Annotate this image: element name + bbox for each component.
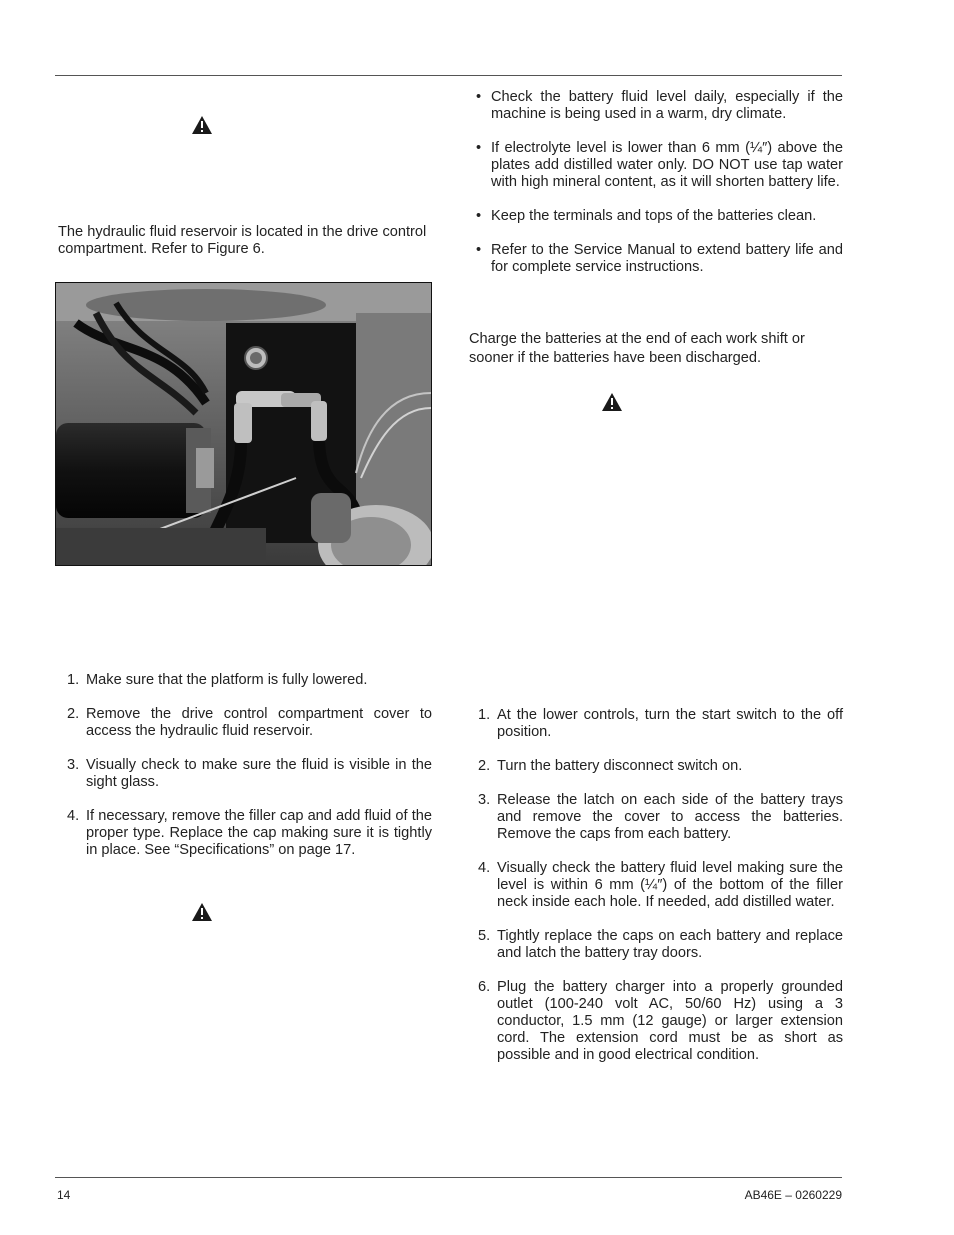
bullet-glyph: • xyxy=(476,89,482,105)
warning-icon xyxy=(191,115,213,135)
list-item xyxy=(468,758,843,775)
step-number: 6. xyxy=(478,979,491,995)
step-text: If necessary, remove the filler cap and add fluid of the proper type. Replace the cap making sure it is tightly in place. See “Specifications” on page 17. xyxy=(86,808,432,858)
bullet-glyph: • xyxy=(476,242,482,258)
step-number: 4. xyxy=(478,860,491,876)
step-number: 3. xyxy=(67,757,80,773)
list-item xyxy=(468,707,843,741)
list-item xyxy=(468,792,843,843)
reservoir-intro: The hydraulic fluid reservoir is located in the drive control compartment. Refer to Figure 6. xyxy=(58,224,427,257)
step-number: 2. xyxy=(67,706,80,722)
list-item xyxy=(57,757,432,791)
list-item xyxy=(469,242,843,276)
list-item xyxy=(57,706,432,740)
battery-charge-steps xyxy=(468,707,843,1081)
page-number: 14 xyxy=(57,1188,71,1202)
bullet-text: If electrolyte level is lower than 6 mm (¼″) above the plates add distilled water only. DO NOT use tap water with high mineral content, as it will shorten battery life. xyxy=(491,140,843,190)
step-text: Make sure that the platform is fully lowered. xyxy=(86,672,368,688)
step-text: Visually check to make sure the fluid is visible in the sight glass. xyxy=(86,757,432,790)
step-number: 5. xyxy=(478,928,491,944)
bullet-glyph: • xyxy=(476,208,482,224)
warning-icon xyxy=(601,392,623,412)
charge-text: Charge the batteries at the end of each work shift or sooner if the batteries have been discharged. xyxy=(469,331,805,366)
list-item xyxy=(469,89,843,123)
list-item xyxy=(469,140,843,191)
step-text: Turn the battery disconnect switch on. xyxy=(497,758,743,774)
step-number: 4. xyxy=(67,808,80,824)
document-code: AB46E – 0260229 xyxy=(744,1188,842,1202)
list-item xyxy=(57,672,432,689)
step-number: 1. xyxy=(478,707,491,723)
step-number: 3. xyxy=(478,792,491,808)
step-number: 1. xyxy=(67,672,80,688)
photo-illustration xyxy=(56,283,431,565)
battery-care-bullets xyxy=(469,89,843,293)
bullet-text: Keep the terminals and tops of the batteries clean. xyxy=(491,208,817,224)
list-item xyxy=(468,928,843,962)
bullet-glyph: • xyxy=(476,140,482,156)
bullet-text: Check the battery fluid level daily, especially if the machine is being used in a warm, dry climate. xyxy=(491,89,843,122)
header-rule xyxy=(55,75,842,76)
list-item xyxy=(468,860,843,911)
step-text: Tightly replace the caps on each battery and replace and latch the battery tray doors. xyxy=(497,928,843,961)
step-number: 2. xyxy=(478,758,491,774)
step-text: At the lower controls, turn the start switch to the off position. xyxy=(497,707,843,740)
footer-rule xyxy=(55,1177,842,1178)
bullet-text: Refer to the Service Manual to extend battery life and for complete service instructions. xyxy=(491,242,843,275)
hydraulic-reservoir-photo xyxy=(55,282,432,566)
step-text: Release the latch on each side of the battery trays and remove the cover to access the batteries. Remove the caps from each battery. xyxy=(497,792,843,842)
step-text: Plug the battery charger into a properly grounded outlet (100-240 volt AC, 50/60 Hz) using a 3 conductor, 1.5 mm (12 gauge) or larger extension cord. The extension cord must be as short as possible and in good electrical condition. xyxy=(497,979,843,1063)
warning-icon xyxy=(191,902,213,922)
step-text: Remove the drive control compartment cover to access the hydraulic fluid reservoir. xyxy=(86,706,432,739)
reservoir-check-steps xyxy=(57,672,432,876)
list-item xyxy=(468,979,843,1064)
list-item xyxy=(57,808,432,859)
list-item xyxy=(469,208,843,225)
step-text: Visually check the battery fluid level making sure the level is within 6 mm (¼″) of the bottom of the filler neck inside each hole. If needed, add distilled water. xyxy=(497,860,843,910)
